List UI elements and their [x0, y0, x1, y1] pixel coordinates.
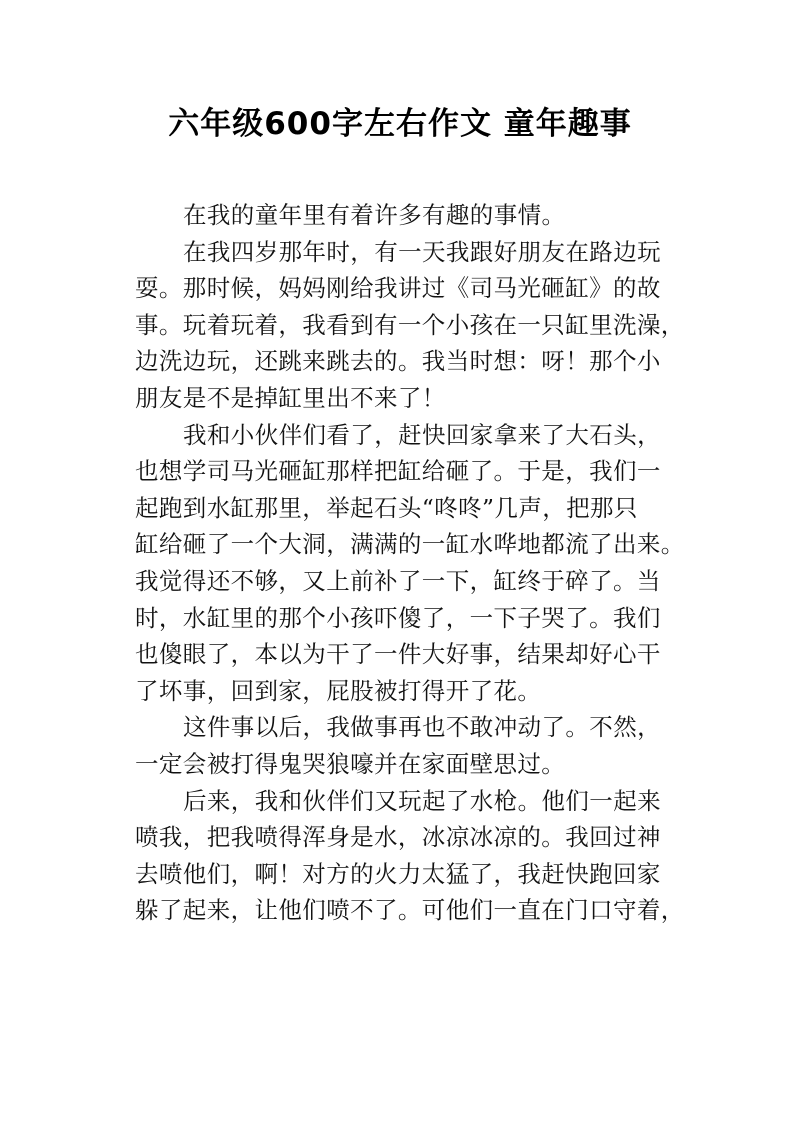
text-line: 在我的童年里有着许多有趣的事情。 [183, 201, 566, 229]
text-line: 我和小伙伴们看了，赶快回家拿来了大石头， [183, 420, 661, 449]
text-line: 躲了起来，让他们喷不了。可他们一直在门口守着， [135, 896, 685, 925]
text-line: 缸给砸了一个大洞，满满的一缸水哗地都流了出来。 [135, 530, 685, 559]
document-body [135, 197, 685, 929]
text-line: 朋友是不是掉缸里出不来了！ [135, 383, 446, 412]
text-line: 时，水缸里的那个小孩吓傻了，一下子哭了。我们 [135, 603, 661, 632]
text-line: 耍。那时候，妈妈刚给我讲过《司马光砸缸》的故 [135, 274, 661, 303]
text-line: 也想学司马光砸缸那样把缸给砸了。于是，我们一 [135, 457, 661, 486]
text-line: 这件事以后，我做事再也不敢冲动了。不然， [183, 713, 661, 742]
text-line: 事。玩着玩着，我看到有一个小孩在一只缸里洗澡， [135, 310, 685, 339]
text-line: 在我四岁那年时，有一天我跟好朋友在路边玩 [183, 237, 661, 266]
text-line: 后来，我和伙伴们又玩起了水枪。他们一起来 [183, 786, 661, 815]
text-line: 起跑到水缸那里，举起石头“咚咚”几声，把那只 [135, 493, 638, 522]
text-line: 也傻眼了，本以为干了一件大好事，结果却好心干 [135, 640, 661, 669]
text-line: 一定会被打得鬼哭狼嚎并在家面壁思过。 [135, 749, 566, 778]
document-title: 六年级600字左右作文 童年趣事 [168, 106, 632, 142]
text-line: 我觉得还不够，又上前补了一下，缸终于碎了。当 [135, 566, 661, 595]
text-line: 边洗边玩，还跳来跳去的。我当时想：呀！那个小 [135, 347, 661, 376]
text-line: 去喷他们，啊！对方的火力太猛了，我赶快跑回家 [135, 859, 661, 888]
text-line: 喷我，把我喷得浑身是水，冰凉冰凉的。我回过神 [135, 823, 661, 852]
text-line: 了坏事，回到家，屁股被打得开了花。 [135, 676, 542, 705]
